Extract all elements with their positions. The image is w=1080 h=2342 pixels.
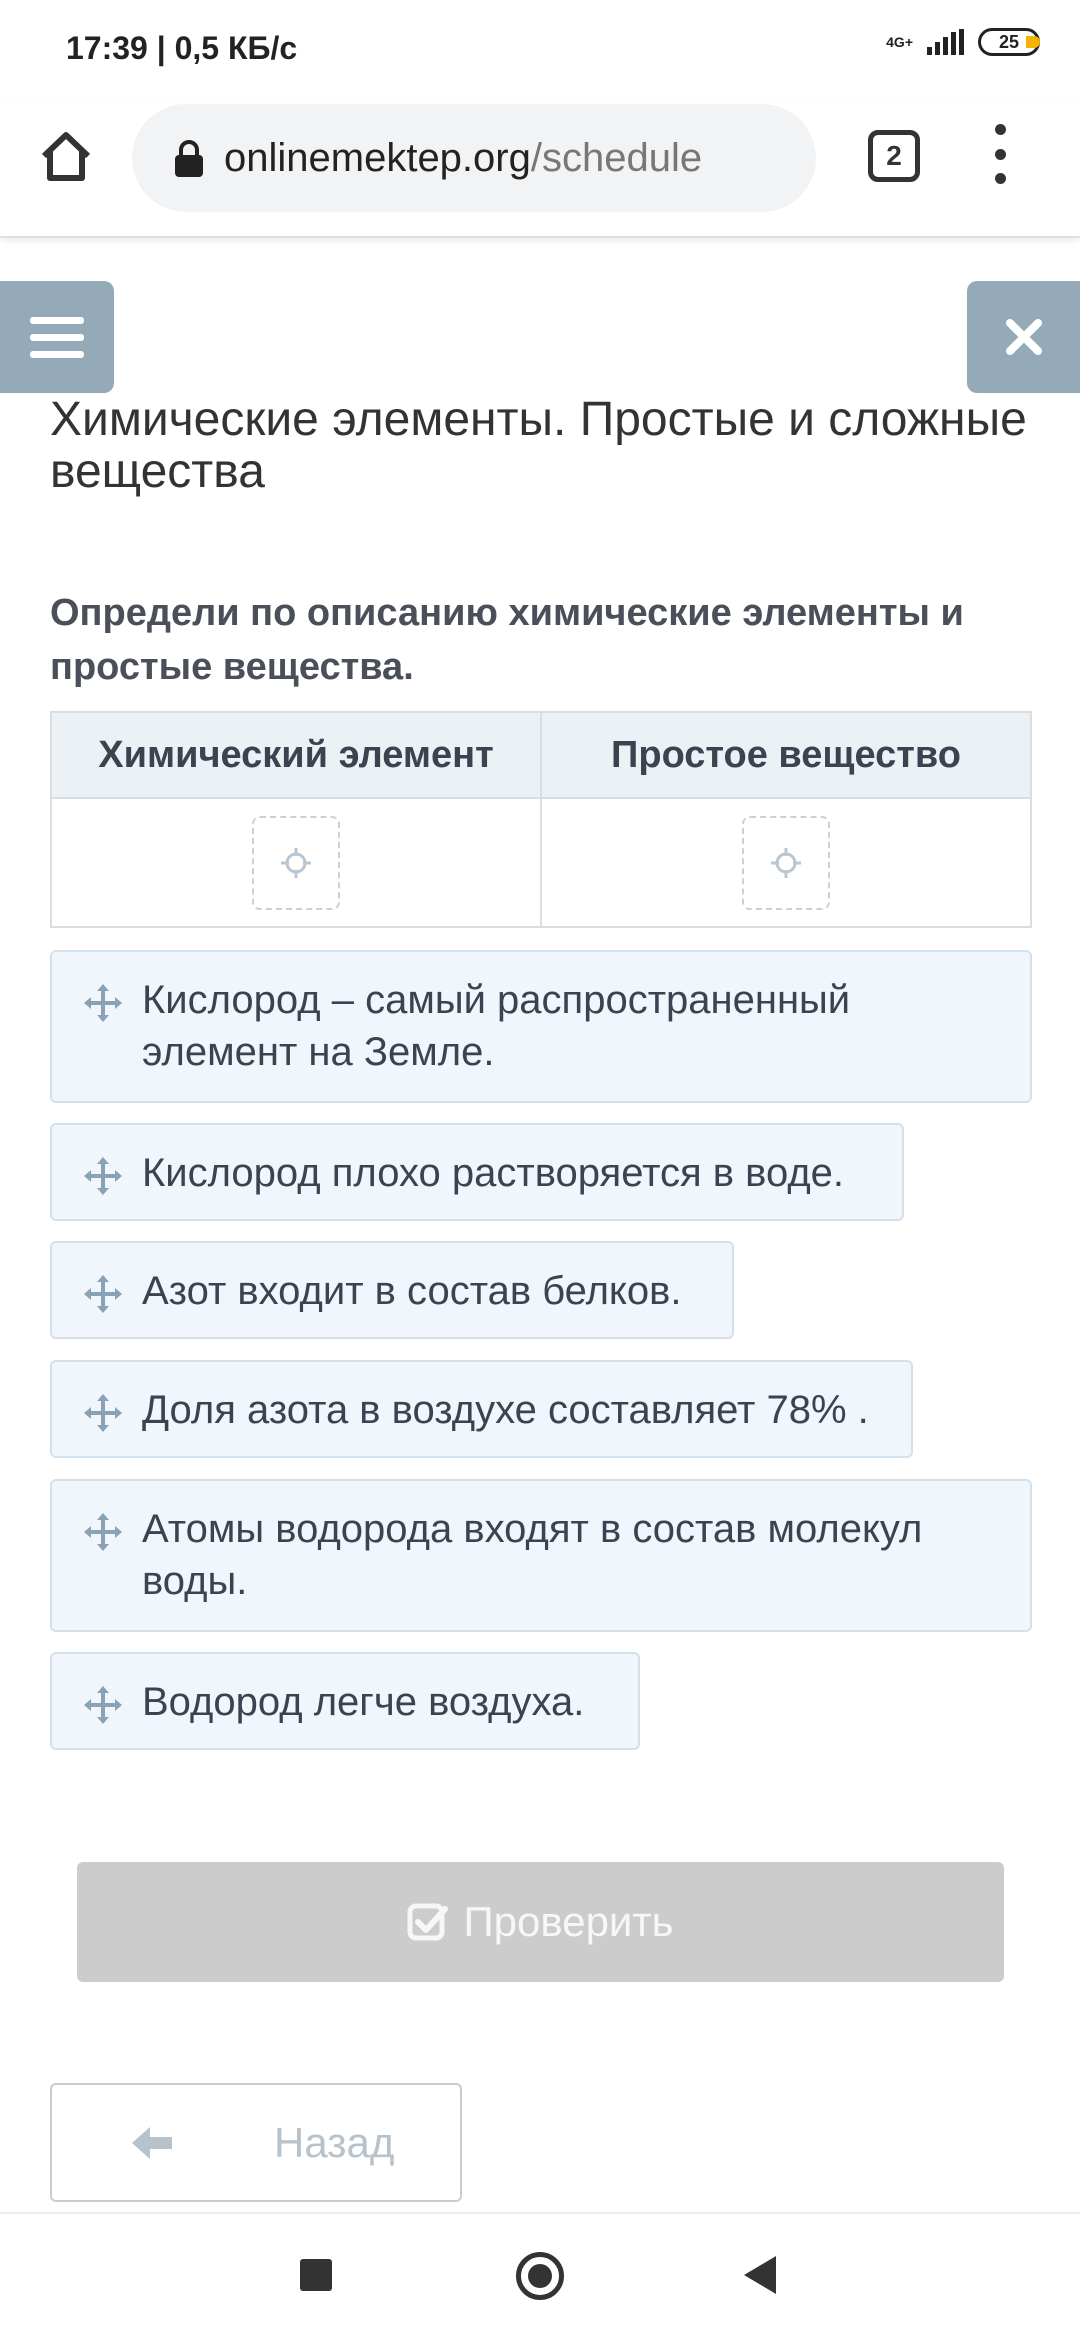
drag-item-text: Атомы водорода входят в состав молекул воды. <box>142 1507 923 1603</box>
drop-zone-element[interactable] <box>252 816 340 910</box>
home-icon[interactable] <box>36 126 96 186</box>
drag-item[interactable] <box>50 1123 904 1221</box>
status-bar <box>0 0 1080 100</box>
hamburger-menu-icon[interactable] <box>0 281 114 393</box>
battery-icon <box>978 28 1040 56</box>
back-triangle-icon[interactable] <box>744 2256 776 2294</box>
move-icon <box>82 1392 124 1434</box>
answer-table <box>50 711 1032 928</box>
crosshair-icon <box>769 846 803 880</box>
status-icons <box>886 28 1040 56</box>
lock-icon <box>172 138 206 178</box>
tab-count: 2 <box>886 140 902 171</box>
arrow-left-icon <box>128 2119 176 2167</box>
drop-cell-substance <box>542 799 1030 926</box>
status-time: 17:39 | 0,5 КБ/с <box>66 30 298 66</box>
tab-switcher-button[interactable] <box>868 130 920 182</box>
column-header-element: Химический элемент <box>52 713 542 799</box>
home-circle-icon[interactable] <box>516 2252 564 2300</box>
drag-item[interactable] <box>50 950 1032 1103</box>
crosshair-icon <box>279 846 313 880</box>
drop-cell-element <box>52 799 542 926</box>
drag-item[interactable] <box>50 1652 640 1750</box>
drop-zone-substance[interactable] <box>742 816 830 910</box>
back-button-label: Назад <box>274 2119 395 2166</box>
checkbox-icon <box>407 1901 449 1943</box>
url-domain: onlinemektep.org <box>224 135 531 180</box>
page-title: Химические элементы. Простые и сложные вещества <box>50 393 1027 498</box>
drag-item[interactable] <box>50 1479 1032 1632</box>
move-icon <box>82 1511 124 1553</box>
drag-item-text: Доля азота в воздухе составляет 78% . <box>142 1388 869 1432</box>
url-text <box>224 136 784 181</box>
system-nav-bar <box>0 2212 1080 2342</box>
move-icon <box>82 1273 124 1315</box>
recent-apps-icon[interactable] <box>300 2259 332 2291</box>
signal-icon <box>927 29 964 55</box>
task-instruction: Определи по описанию химические элементы и простые вещества. <box>50 592 964 688</box>
drag-item[interactable] <box>50 1241 734 1339</box>
drag-item-text: Азот входит в состав белков. <box>142 1269 682 1313</box>
network-type: 4G+ <box>886 34 913 50</box>
column-header-substance: Простое вещество <box>542 713 1030 799</box>
back-button[interactable] <box>50 2083 462 2202</box>
url-path: /schedule <box>530 135 703 180</box>
move-icon <box>82 982 124 1024</box>
address-bar[interactable] <box>132 104 816 212</box>
close-icon[interactable] <box>967 281 1080 393</box>
more-menu-icon[interactable] <box>990 124 1010 184</box>
check-button-label: Проверить <box>463 1898 674 1945</box>
browser-toolbar <box>0 100 1080 238</box>
move-icon <box>82 1684 124 1726</box>
drag-item-text: Кислород – самый распространенный элемент на Земле. <box>142 978 851 1074</box>
check-button[interactable] <box>77 1862 1004 1982</box>
battery-level: 25 <box>998 31 1020 52</box>
drag-item-text: Кислород плохо растворяется в воде. <box>142 1151 845 1195</box>
drag-item[interactable] <box>50 1360 913 1458</box>
move-icon <box>82 1155 124 1197</box>
drag-item-text: Водород легче воздуха. <box>142 1680 585 1724</box>
